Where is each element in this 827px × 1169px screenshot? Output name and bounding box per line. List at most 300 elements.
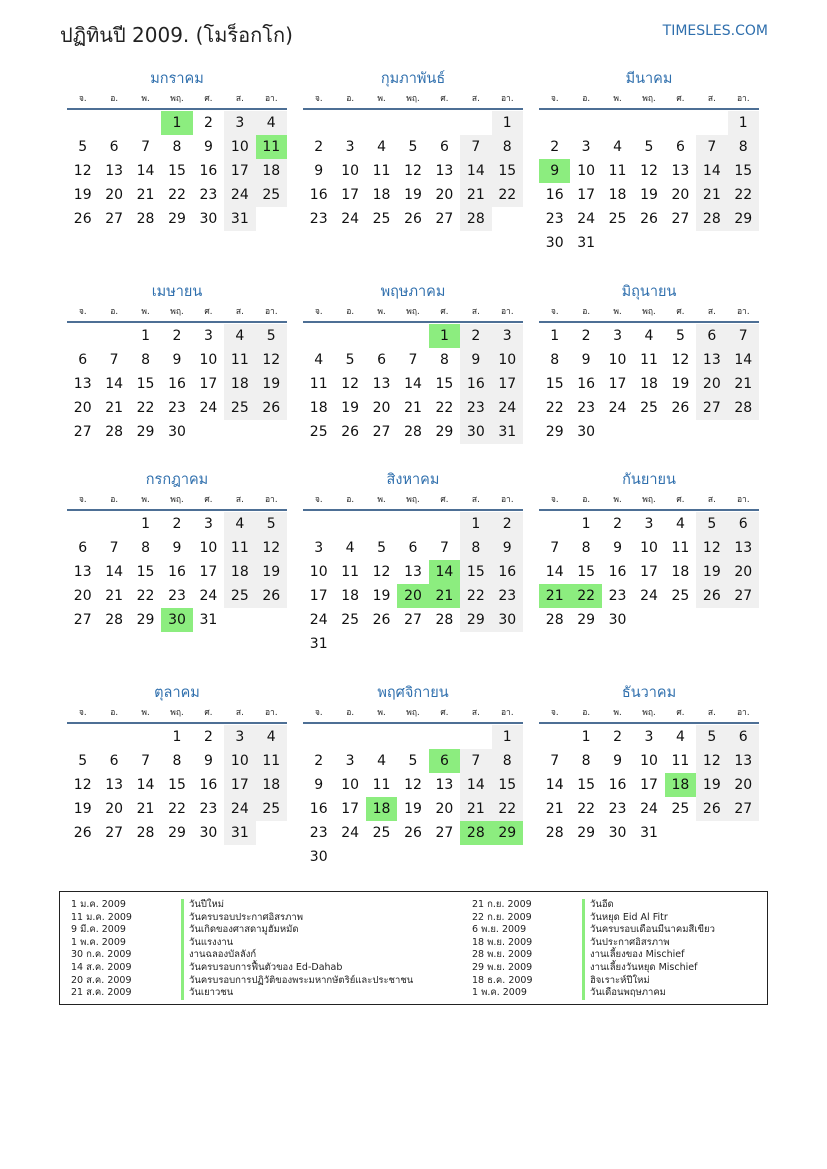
day-cell: 27 [73, 424, 92, 440]
weekday-label: พฤ. [170, 495, 184, 505]
day-cell: 8 [172, 139, 182, 155]
day-cell: 14 [105, 376, 124, 392]
day-cell: 10 [640, 753, 658, 769]
day-cell: 26 [696, 797, 727, 821]
day-cell: 31 [640, 825, 658, 841]
day-cell: 14 [460, 773, 491, 797]
weekday-label: จ. [550, 94, 559, 104]
day-grid [67, 111, 287, 231]
day-cell: 16 [608, 777, 627, 793]
day-cell: 23 [168, 588, 186, 604]
day-cell: 22 [168, 187, 186, 203]
day-cell: 1 [172, 729, 182, 745]
day-cell: 19 [372, 588, 391, 604]
month-block [67, 682, 287, 845]
day-cell: 4 [675, 729, 685, 745]
day-cell: 11 [372, 777, 391, 793]
holiday-day-cell: 22 [570, 584, 601, 608]
weekday-label: อ. [110, 307, 119, 317]
day-cell: 15 [545, 376, 564, 392]
day-cell: 19 [73, 801, 92, 817]
day-cell: 11 [671, 540, 690, 556]
holiday-date: 29 พ.ย. 2009 [472, 961, 533, 973]
day-cell: 13 [696, 348, 727, 372]
month-block [67, 469, 287, 632]
day-cell: 21 [105, 400, 124, 416]
day-cell: 17 [640, 777, 658, 793]
day-cell: 11 [372, 163, 391, 179]
holiday-name: วันอีด [582, 899, 614, 912]
day-grid [67, 324, 287, 444]
day-cell: 6 [109, 753, 119, 769]
day-cell: 13 [105, 777, 124, 793]
day-cell: 16 [460, 372, 491, 396]
day-cell: 25 [372, 825, 391, 841]
day-cell: 9 [314, 777, 324, 793]
day-cell: 17 [640, 564, 658, 580]
day-cell: 14 [460, 159, 491, 183]
day-cell: 25 [671, 801, 690, 817]
day-cell: 7 [550, 540, 560, 556]
empty-cell [429, 725, 460, 749]
holiday-day-cell: 1 [429, 324, 460, 348]
day-cell: 2 [492, 512, 523, 536]
day-cell: 14 [404, 376, 422, 392]
day-cell: 4 [256, 111, 287, 135]
weekday-header [67, 90, 287, 110]
day-cell: 9 [492, 536, 523, 560]
day-cell: 7 [109, 352, 119, 368]
month-block [539, 469, 759, 632]
holiday-day-cell: 21 [429, 584, 460, 608]
weekday-label: อา. [736, 94, 750, 104]
day-cell: 18 [256, 773, 287, 797]
day-cell: 16 [168, 564, 186, 580]
day-cell: 10 [309, 564, 328, 580]
day-cell: 15 [577, 777, 596, 793]
weekday-label: ศ. [676, 307, 685, 317]
empty-cell [130, 725, 161, 749]
day-cell: 28 [105, 424, 124, 440]
day-cell: 15 [136, 376, 155, 392]
day-cell: 21 [136, 187, 155, 203]
day-cell: 12 [73, 163, 92, 179]
month-name: กรกฎาคม [145, 472, 209, 488]
day-cell: 20 [671, 187, 690, 203]
day-cell: 8 [728, 135, 759, 159]
empty-cell [460, 111, 491, 135]
day-cell: 29 [168, 825, 186, 841]
day-cell: 10 [341, 163, 360, 179]
day-cell: 17 [224, 773, 255, 797]
day-cell: 18 [224, 372, 255, 396]
holiday-name: งานเลี้ยงวันหยุด Mischief [582, 962, 697, 975]
day-cell: 26 [404, 825, 422, 841]
day-cell: 27 [404, 612, 422, 628]
day-cell: 30 [168, 424, 186, 440]
day-cell: 9 [613, 753, 623, 769]
day-cell: 6 [728, 725, 759, 749]
weekday-label: อา. [500, 94, 514, 104]
day-cell: 26 [372, 612, 391, 628]
weekday-label: อ. [346, 708, 355, 718]
day-cell: 1 [141, 516, 151, 532]
weekday-label: ศ. [676, 708, 685, 718]
weekday-label: พฤ. [170, 708, 184, 718]
weekday-label: จ. [78, 708, 87, 718]
day-cell: 2 [314, 139, 324, 155]
day-cell: 3 [314, 540, 324, 556]
weekday-label: อา. [264, 495, 278, 505]
weekday-label: พ. [377, 495, 386, 505]
day-cell: 1 [728, 111, 759, 135]
day-cell: 13 [728, 536, 759, 560]
day-cell: 31 [492, 420, 523, 444]
weekday-label: จ. [314, 495, 323, 505]
day-cell: 25 [256, 183, 287, 207]
day-cell: 4 [224, 512, 255, 536]
day-cell: 16 [577, 376, 596, 392]
weekday-label: ศ. [440, 94, 449, 104]
day-cell: 27 [728, 584, 759, 608]
day-cell: 17 [199, 564, 218, 580]
day-cell: 9 [203, 139, 213, 155]
holiday-list [59, 891, 768, 1005]
day-cell: 5 [675, 328, 685, 344]
weekday-label: พฤ. [170, 307, 184, 317]
weekday-label: จ. [550, 495, 559, 505]
day-cell: 9 [172, 540, 182, 556]
day-cell: 20 [728, 773, 759, 797]
day-cell: 24 [224, 797, 255, 821]
day-cell: 28 [136, 825, 155, 841]
weekday-header [303, 90, 523, 110]
weekday-label: ส. [707, 307, 716, 317]
empty-cell [98, 512, 129, 536]
day-cell: 4 [224, 324, 255, 348]
day-cell: 3 [581, 139, 591, 155]
weekday-label: ศ. [204, 94, 213, 104]
weekday-label: อ. [582, 307, 591, 317]
day-cell: 28 [404, 424, 422, 440]
day-cell: 4 [377, 753, 387, 769]
day-cell: 3 [644, 516, 654, 532]
empty-cell [397, 512, 428, 536]
day-cell: 11 [309, 376, 328, 392]
day-grid [303, 512, 523, 656]
day-cell: 5 [345, 352, 355, 368]
day-cell: 16 [492, 560, 523, 584]
day-cell: 12 [696, 749, 727, 773]
day-cell: 23 [608, 801, 627, 817]
empty-cell [303, 725, 334, 749]
day-cell: 16 [309, 187, 328, 203]
day-cell: 27 [671, 211, 690, 227]
day-cell: 22 [435, 400, 454, 416]
weekday-label: จ. [550, 307, 559, 317]
site-link[interactable]: TIMESLES.COM [662, 23, 768, 39]
empty-cell [366, 512, 397, 536]
day-cell: 22 [492, 797, 523, 821]
day-cell: 26 [640, 211, 658, 227]
day-cell: 31 [224, 821, 255, 845]
day-cell: 22 [577, 801, 596, 817]
day-cell: 11 [640, 352, 658, 368]
empty-cell [98, 324, 129, 348]
month-name: มีนาคม [625, 71, 673, 87]
weekday-label: ส. [235, 495, 244, 505]
weekday-label: ส. [471, 94, 480, 104]
day-cell: 15 [492, 773, 523, 797]
weekday-label: ส. [471, 307, 480, 317]
month-name: กุมภาพันธ์ [380, 71, 446, 87]
day-cell: 11 [256, 749, 287, 773]
day-cell: 6 [109, 139, 119, 155]
day-cell: 22 [492, 183, 523, 207]
day-cell: 29 [136, 424, 155, 440]
day-cell: 4 [613, 139, 623, 155]
day-cell: 24 [224, 183, 255, 207]
day-cell: 23 [168, 400, 186, 416]
weekday-label: พฤ. [642, 94, 656, 104]
day-cell: 13 [671, 163, 690, 179]
day-cell: 25 [309, 424, 328, 440]
day-cell: 15 [492, 159, 523, 183]
weekday-label: พฤ. [406, 307, 420, 317]
day-cell: 4 [644, 328, 654, 344]
day-cell: 16 [168, 376, 186, 392]
empty-cell [67, 512, 98, 536]
day-cell: 21 [460, 797, 491, 821]
month-block [303, 469, 523, 656]
day-cell: 20 [435, 187, 454, 203]
day-cell: 17 [224, 159, 255, 183]
weekday-header [539, 491, 759, 511]
day-cell: 4 [675, 516, 685, 532]
weekday-label: ส. [471, 495, 480, 505]
holiday-date: 1 ม.ค. 2009 [71, 899, 126, 910]
day-cell: 25 [256, 797, 287, 821]
day-cell: 14 [545, 777, 564, 793]
day-cell: 1 [581, 516, 591, 532]
day-cell: 8 [492, 135, 523, 159]
holiday-day-cell: 29 [492, 821, 523, 845]
weekday-label: อ. [582, 708, 591, 718]
weekday-label: ส. [707, 708, 716, 718]
day-cell: 10 [199, 352, 218, 368]
day-cell: 20 [372, 400, 391, 416]
day-cell: 9 [314, 163, 324, 179]
holiday-day-cell: 21 [539, 584, 570, 608]
day-cell: 12 [404, 163, 422, 179]
day-cell: 3 [203, 328, 213, 344]
day-cell: 7 [141, 753, 151, 769]
day-cell: 15 [460, 560, 491, 584]
day-cell: 14 [136, 777, 155, 793]
day-cell: 29 [168, 211, 186, 227]
page-title: ปฏิทินปี 2009. (โมร็อกโก) [60, 23, 293, 47]
day-cell: 11 [608, 163, 627, 179]
day-cell: 9 [581, 352, 591, 368]
day-cell: 10 [341, 777, 360, 793]
day-cell: 26 [256, 396, 287, 420]
day-cell: 23 [577, 400, 596, 416]
month-name: ธันวาคม [621, 685, 677, 701]
day-cell: 23 [545, 211, 564, 227]
holiday-day-cell: 6 [429, 749, 460, 773]
day-cell: 2 [203, 115, 213, 131]
day-cell: 11 [224, 348, 255, 372]
day-cell: 30 [492, 608, 523, 632]
empty-cell [366, 725, 397, 749]
day-cell: 26 [341, 424, 360, 440]
day-cell: 27 [73, 612, 92, 628]
weekday-label: ส. [235, 94, 244, 104]
day-cell: 28 [435, 612, 454, 628]
day-grid [303, 725, 523, 869]
weekday-label: อา. [500, 495, 514, 505]
day-cell: 1 [550, 328, 560, 344]
day-cell: 27 [105, 211, 124, 227]
weekday-label: จ. [78, 495, 87, 505]
day-cell: 16 [545, 187, 564, 203]
day-cell: 19 [696, 560, 727, 584]
weekday-label: พ. [377, 94, 386, 104]
day-cell: 22 [136, 400, 155, 416]
day-cell: 28 [136, 211, 155, 227]
day-cell: 29 [728, 207, 759, 231]
day-cell: 7 [141, 139, 151, 155]
day-cell: 23 [460, 396, 491, 420]
empty-cell [633, 111, 664, 135]
holiday-date: 1 พ.ค. 2009 [71, 936, 126, 948]
month-name: กันยายน [622, 472, 676, 488]
empty-cell [602, 111, 633, 135]
day-cell: 29 [435, 424, 454, 440]
month-name: เมษายน [151, 284, 203, 300]
empty-cell [539, 725, 570, 749]
holiday-day-cell: 30 [161, 608, 192, 632]
day-cell: 31 [224, 207, 255, 231]
holiday-date: 21 ส.ค. 2009 [71, 987, 132, 999]
day-cell: 2 [550, 139, 560, 155]
weekday-label: อา. [500, 708, 514, 718]
day-cell: 6 [439, 139, 449, 155]
day-cell: 25 [608, 211, 627, 227]
day-cell: 19 [671, 376, 690, 392]
month-block [539, 68, 759, 255]
day-cell: 14 [545, 564, 564, 580]
holiday-day-cell: 11 [256, 135, 287, 159]
holiday-name: วันครบรอบการฟื้นตัวของ Ed-Dahab [181, 962, 342, 975]
day-cell: 6 [728, 512, 759, 536]
day-cell: 19 [696, 773, 727, 797]
weekday-label: ศ. [676, 94, 685, 104]
day-cell: 6 [408, 540, 418, 556]
day-cell: 1 [492, 111, 523, 135]
day-cell: 20 [105, 187, 124, 203]
weekday-label: พ. [141, 495, 150, 505]
holiday-name: วันครบรอบประกาศอิสรภาพ [181, 912, 303, 925]
weekday-header [303, 491, 523, 511]
day-cell: 11 [671, 753, 690, 769]
day-cell: 26 [73, 825, 92, 841]
day-cell: 20 [435, 801, 454, 817]
empty-cell [397, 111, 428, 135]
day-cell: 20 [105, 801, 124, 817]
day-cell: 12 [640, 163, 658, 179]
day-cell: 8 [439, 352, 449, 368]
day-cell: 23 [309, 211, 328, 227]
day-cell: 26 [671, 400, 690, 416]
day-cell: 3 [345, 753, 355, 769]
holiday-date: 30 ก.ค. 2009 [71, 949, 132, 961]
empty-cell [334, 111, 365, 135]
month-block [539, 281, 759, 444]
day-cell: 16 [608, 564, 627, 580]
holiday-name: วันประกาศอิสรภาพ [582, 937, 670, 950]
day-cell: 30 [199, 211, 218, 227]
holiday-day-cell: 9 [539, 159, 570, 183]
weekday-label: จ. [78, 307, 87, 317]
holiday-name: วันครบรอบการปฏิวัติของพระมหากษัตริย์และประชาชน [181, 975, 413, 988]
day-cell: 12 [404, 777, 422, 793]
empty-cell [460, 725, 491, 749]
holiday-day-cell: 18 [366, 797, 397, 821]
weekday-label: พ. [377, 708, 386, 718]
day-cell: 21 [696, 183, 727, 207]
day-cell: 8 [492, 749, 523, 773]
day-cell: 8 [581, 540, 591, 556]
day-cell: 29 [136, 612, 155, 628]
holiday-name: วันหยุด Eid Al Fitr [582, 912, 668, 925]
day-cell: 18 [224, 560, 255, 584]
day-cell: 21 [136, 801, 155, 817]
day-cell: 3 [644, 729, 654, 745]
day-cell: 25 [224, 396, 255, 420]
day-cell: 28 [545, 825, 564, 841]
day-cell: 25 [224, 584, 255, 608]
day-cell: 21 [460, 183, 491, 207]
day-cell: 19 [404, 801, 422, 817]
day-cell: 13 [73, 376, 92, 392]
day-cell: 2 [203, 729, 213, 745]
day-cell: 24 [199, 400, 218, 416]
empty-cell [334, 324, 365, 348]
empty-cell [397, 324, 428, 348]
weekday-label: พฤ. [642, 307, 656, 317]
day-cell: 12 [256, 536, 287, 560]
empty-cell [397, 725, 428, 749]
day-cell: 24 [608, 400, 627, 416]
day-cell: 12 [372, 564, 391, 580]
day-grid [539, 725, 759, 845]
weekday-label: อ. [346, 495, 355, 505]
day-cell: 12 [256, 348, 287, 372]
month-name: สิงหาคม [386, 472, 440, 488]
weekday-label: ศ. [440, 708, 449, 718]
weekday-label: อ. [582, 94, 591, 104]
day-cell: 5 [408, 139, 418, 155]
day-cell: 1 [460, 512, 491, 536]
day-cell: 10 [577, 163, 596, 179]
empty-cell [696, 111, 727, 135]
day-cell: 24 [341, 825, 360, 841]
empty-cell [334, 725, 365, 749]
day-cell: 15 [577, 564, 596, 580]
holiday-date: 20 ส.ค. 2009 [71, 974, 132, 986]
weekday-label: ศ. [204, 495, 213, 505]
